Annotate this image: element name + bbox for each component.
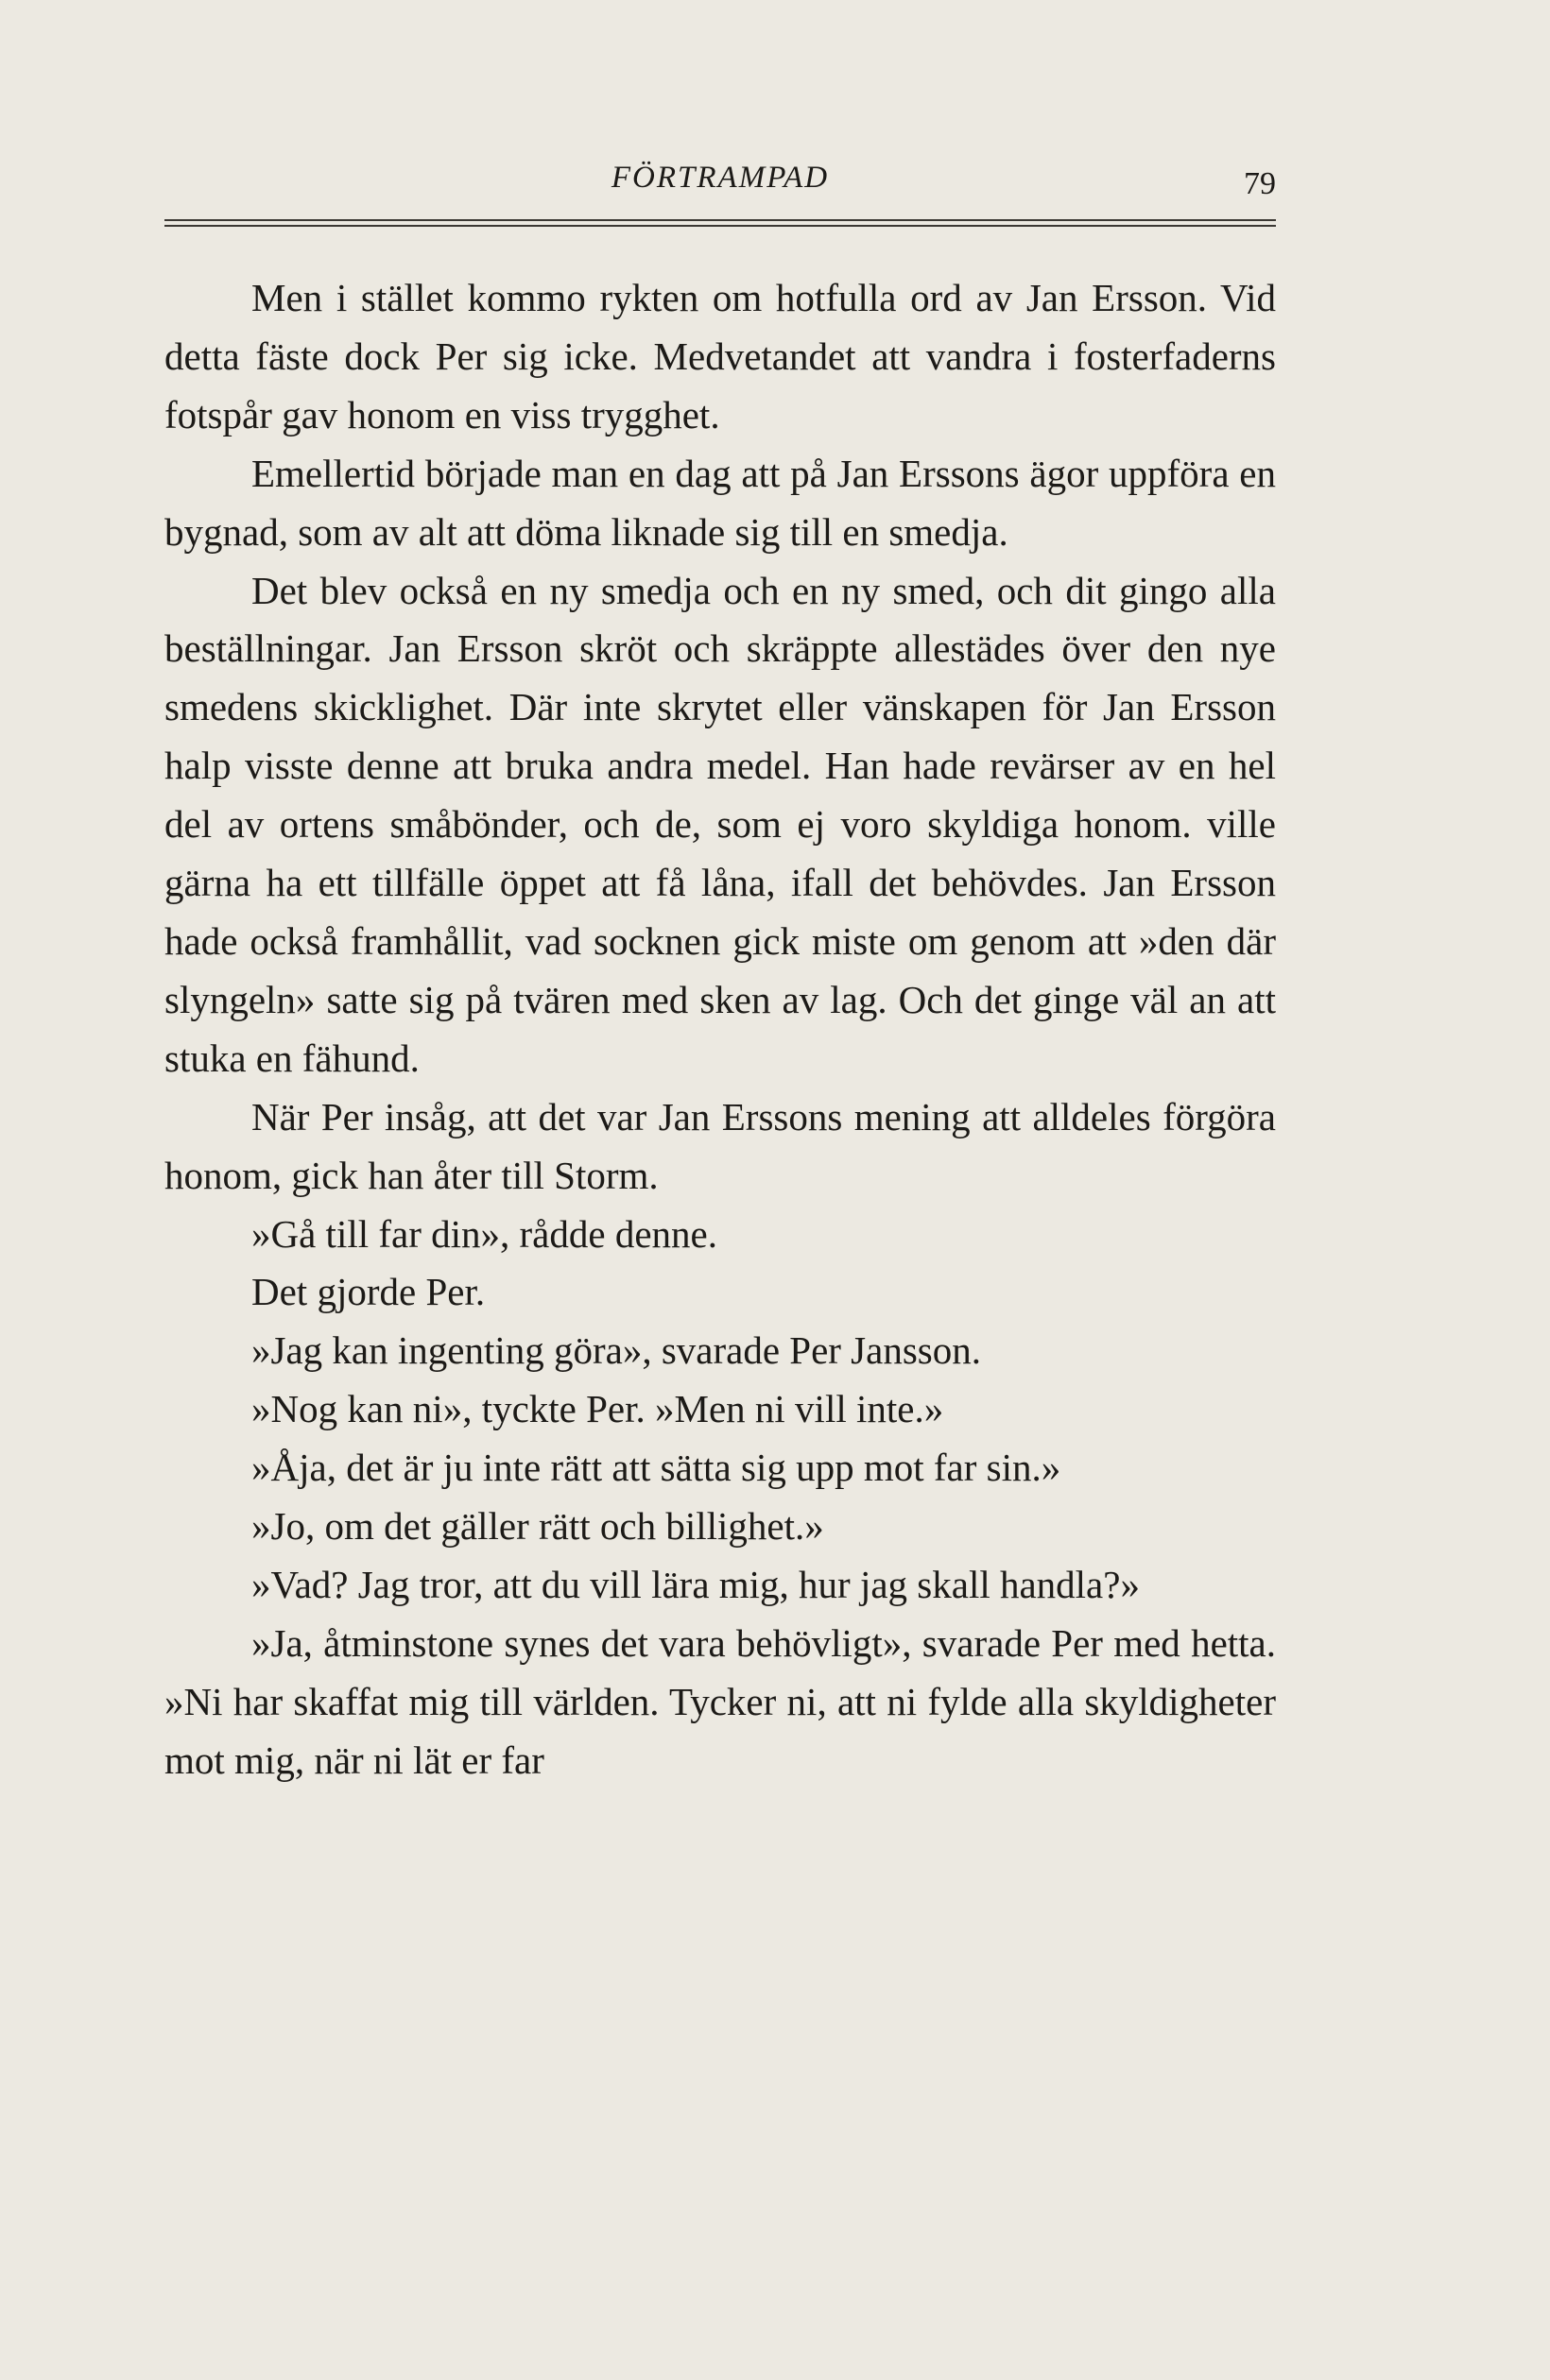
body-text xyxy=(164,269,1276,1790)
paragraph: »Nog kan ni», tyckte Per. »Men ni vill inte.» xyxy=(251,1387,944,1431)
page-number: 79 xyxy=(1244,166,1276,201)
paragraph: Emellertid började man en dag att på Jan Erssons ägor uppföra en bygnad, som av alt att döma liknade sig till en smedja. xyxy=(164,451,1276,554)
paragraph: »Vad? Jag tror, att du vill lära mig, hur jag skall handla?» xyxy=(251,1562,1140,1606)
paragraph: »Ja, åtminstone synes det vara behövligt», svarade Per med hetta. »Ni har skaffat mig till världen. Tycker ni, att ni fylde alla skyldigheter mot mig, när ni lät er far xyxy=(164,1620,1276,1782)
paragraph: Men i stället kommo rykten om hotfulla ord av Jan Ersson. Vid detta fäste dock Per sig icke. Medvetandet att vandra i fosterfaderns fotspår gav honom en viss trygghet. xyxy=(164,276,1276,437)
paragraph: »Gå till far din», rådde denne. xyxy=(251,1211,717,1256)
paragraph: »Jo, om det gäller rätt och billighet.» xyxy=(251,1504,824,1549)
page-header xyxy=(164,142,1276,208)
paragraph: När Per insåg, att det var Jan Erssons mening att alldeles förgöra honom, gick han åter till Storm. xyxy=(164,1094,1276,1197)
header-rule xyxy=(164,219,1276,227)
paragraph: Det blev också en ny smedja och en ny smed, och dit gingo alla beställningar. Jan Ersson skröt och skräppte allestädes över den nye smedens skicklighet. Där inte skrytet eller vänskapen för Jan Ersson halp visste denne att bruka andra medel. Han hade revärser av en hel del av ortens småbönder, och de, som ej voro skyldiga honom. ville gärna ha ett tillfälle öppet att få låna, ifall det behövdes. Jan Ersson hade också framhållit, vad socknen gick miste om genom att »den där slyngeln» satte sig på tvären med sken av lag. Och det ginge väl an att stuka en fähund. xyxy=(164,568,1276,1080)
running-title: FÖRTRAMPAD xyxy=(611,161,830,195)
paragraph: »Jag kan ingenting göra», svarade Per Jansson. xyxy=(251,1328,981,1373)
paragraph: Det gjorde Per. xyxy=(251,1270,486,1314)
paragraph: »Åja, det är ju inte rätt att sätta sig upp mot far sin.» xyxy=(251,1446,1061,1490)
